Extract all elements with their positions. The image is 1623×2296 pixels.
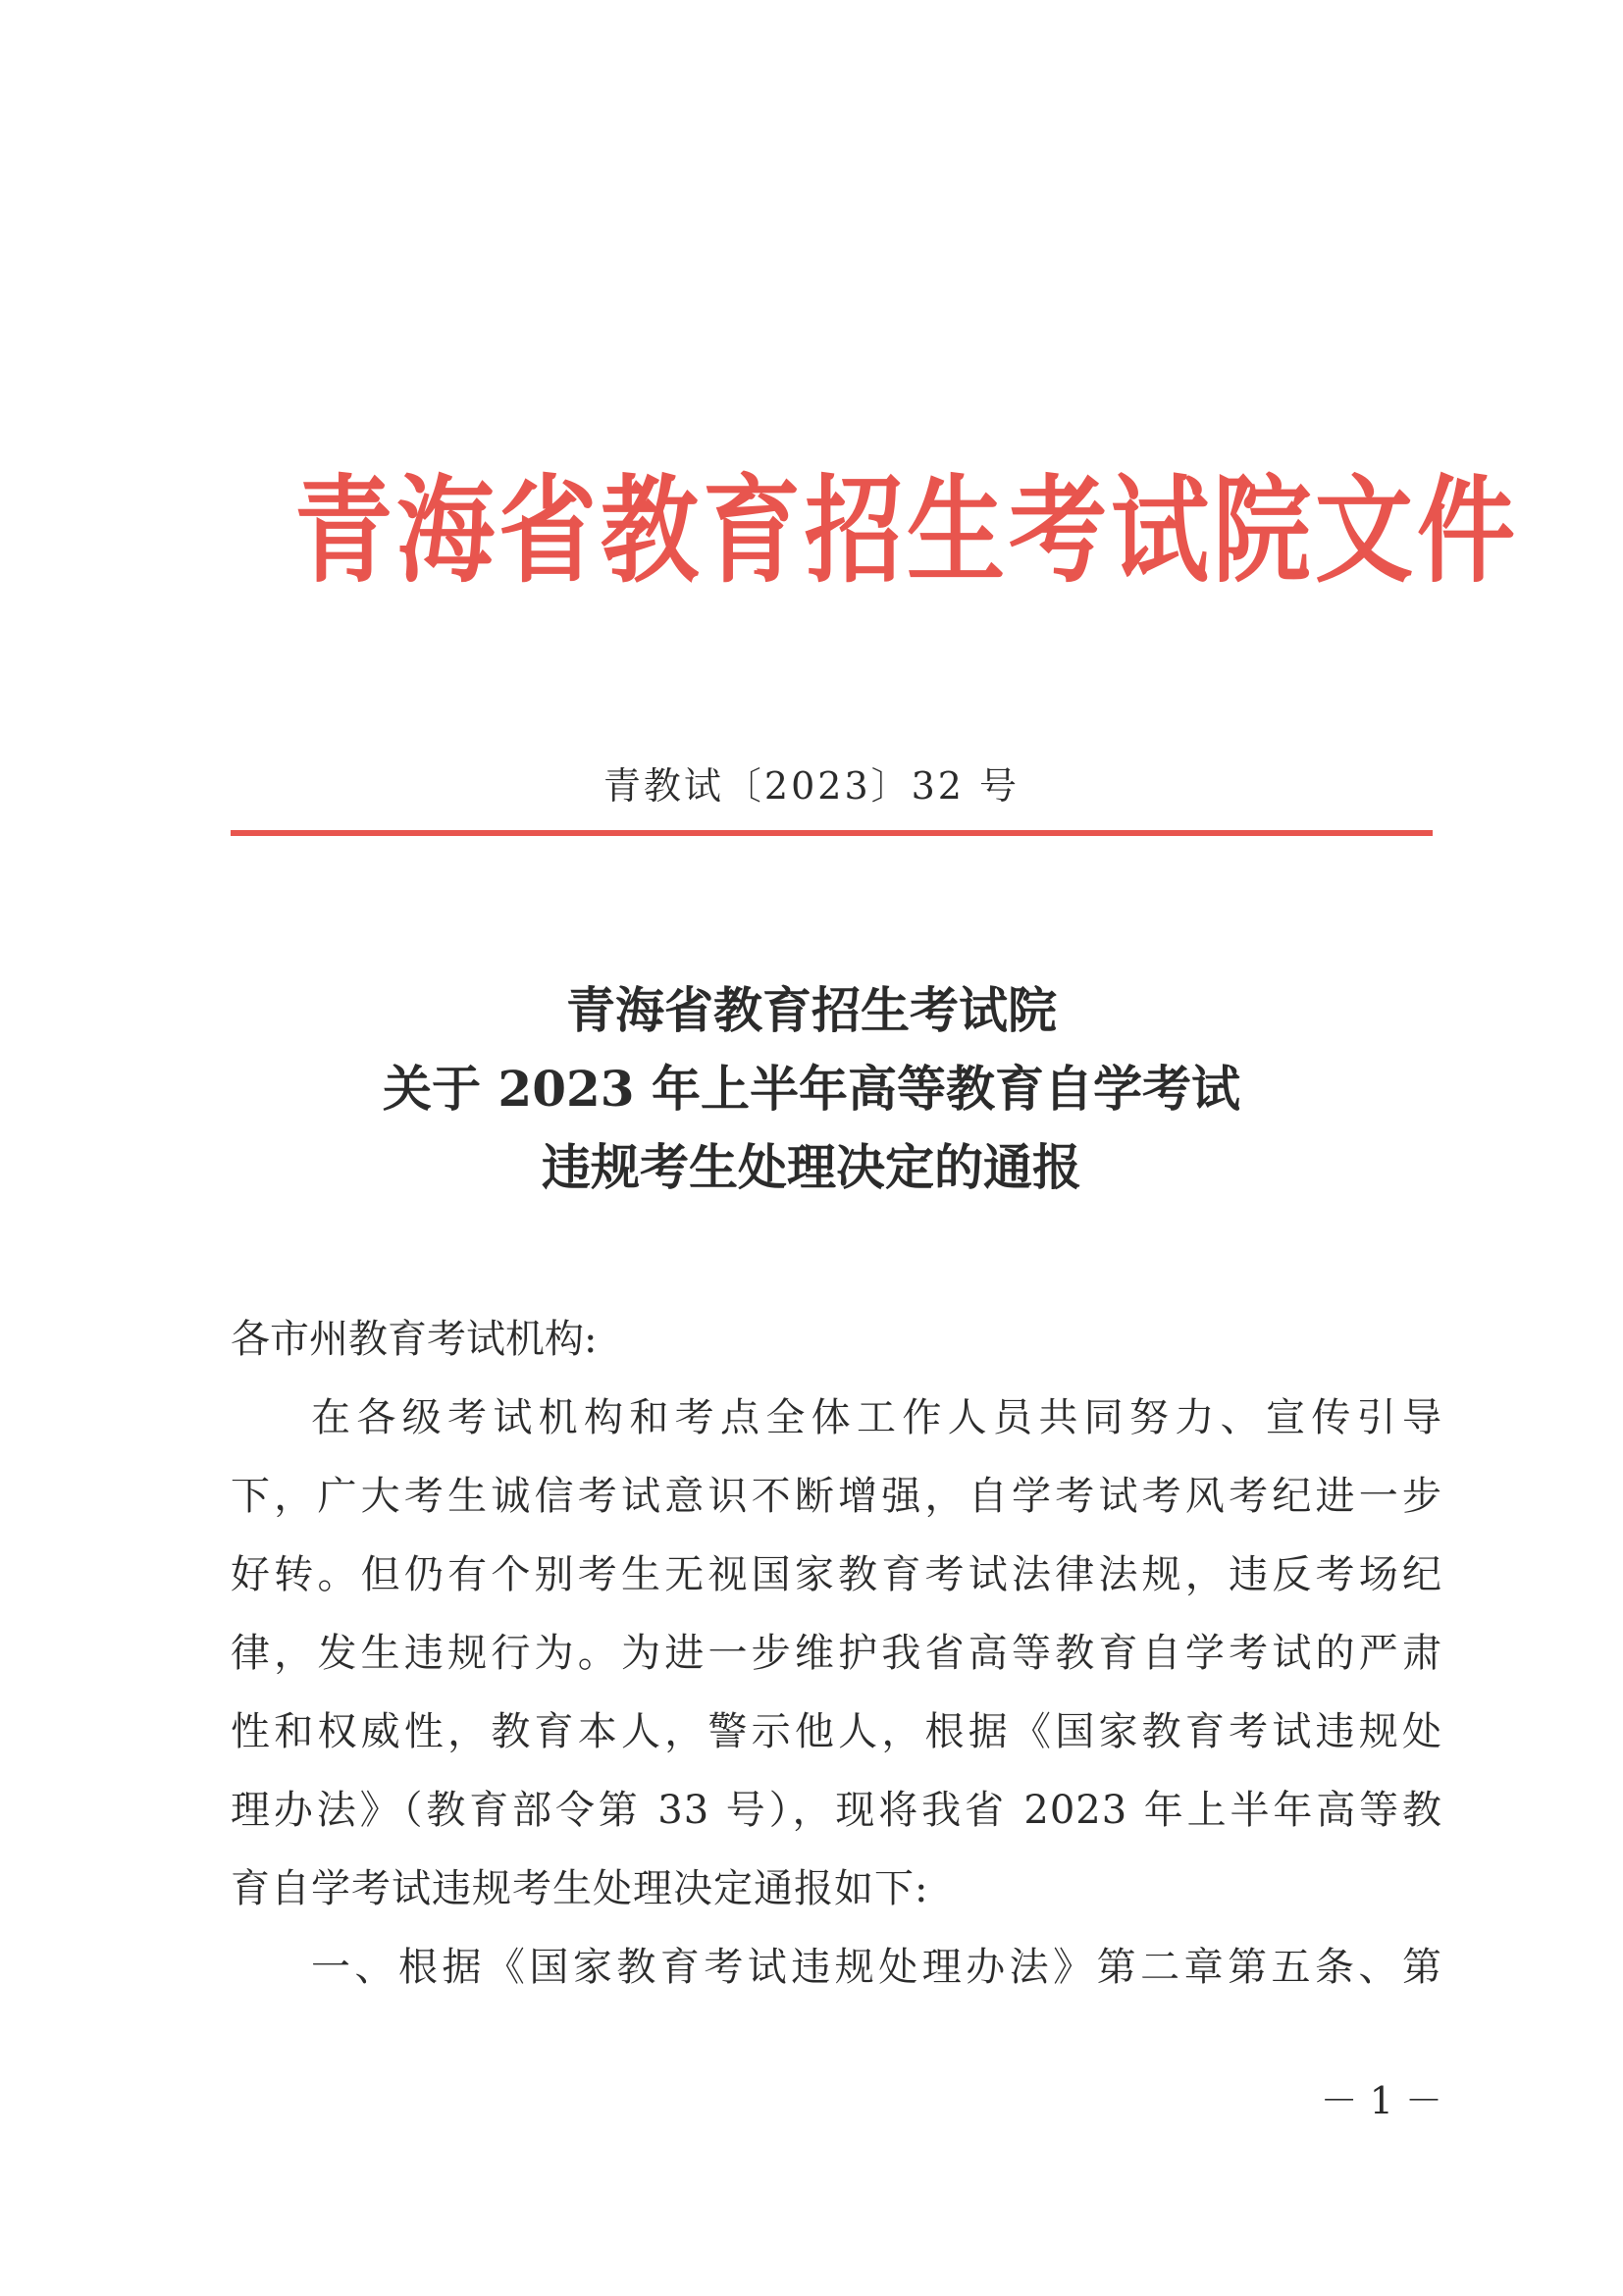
red-divider-rule <box>231 830 1433 836</box>
notice-title-line-2: 关于 2023 年上半年高等教育自学考试 <box>383 1060 1240 1118</box>
paragraph-line: 律，发生违规行为。为进一步维护我省高等教育自学考试的严肃 <box>231 1631 1442 1676</box>
body-text <box>231 1300 1442 2007</box>
red-header-title: 青海省教育招生考试院文件 <box>294 462 1519 600</box>
notice-title-line-3: 违规考生处理决定的通报 <box>542 1138 1081 1196</box>
paragraph-line: 一、根据《国家教育考试违规处理办法》第二章第五条、第 <box>311 1945 1442 1990</box>
paragraph-line: 育自学考试违规考生处理决定通报如下: <box>231 1866 929 1911</box>
document-number: 青教试〔2023〕32 号 <box>602 764 1021 808</box>
paragraph-line: 性和权威性，教育本人，警示他人，根据《国家教育考试违规处 <box>231 1709 1442 1754</box>
paragraph-line: 好转。但仍有个别考生无视国家教育考试法律法规，违反考场纪 <box>231 1552 1442 1597</box>
notice-title-line-1: 青海省教育招生考试院 <box>566 981 1057 1039</box>
notice-title <box>0 971 1623 1207</box>
paragraph-line: 理办法》（教育部令第 33 号），现将我省 2023 年上半年高等教 <box>231 1788 1442 1833</box>
paragraph-line: 下，广大考生诚信考试意识不断增强，自学考试考风考纪进一步 <box>231 1474 1442 1519</box>
addressee: 各市州教育考试机构: <box>231 1317 598 1362</box>
page-number: － 1 － <box>1320 2079 1442 2122</box>
paragraph-line: 在各级考试机构和考点全体工作人员共同努力、宣传引导 <box>311 1395 1442 1440</box>
